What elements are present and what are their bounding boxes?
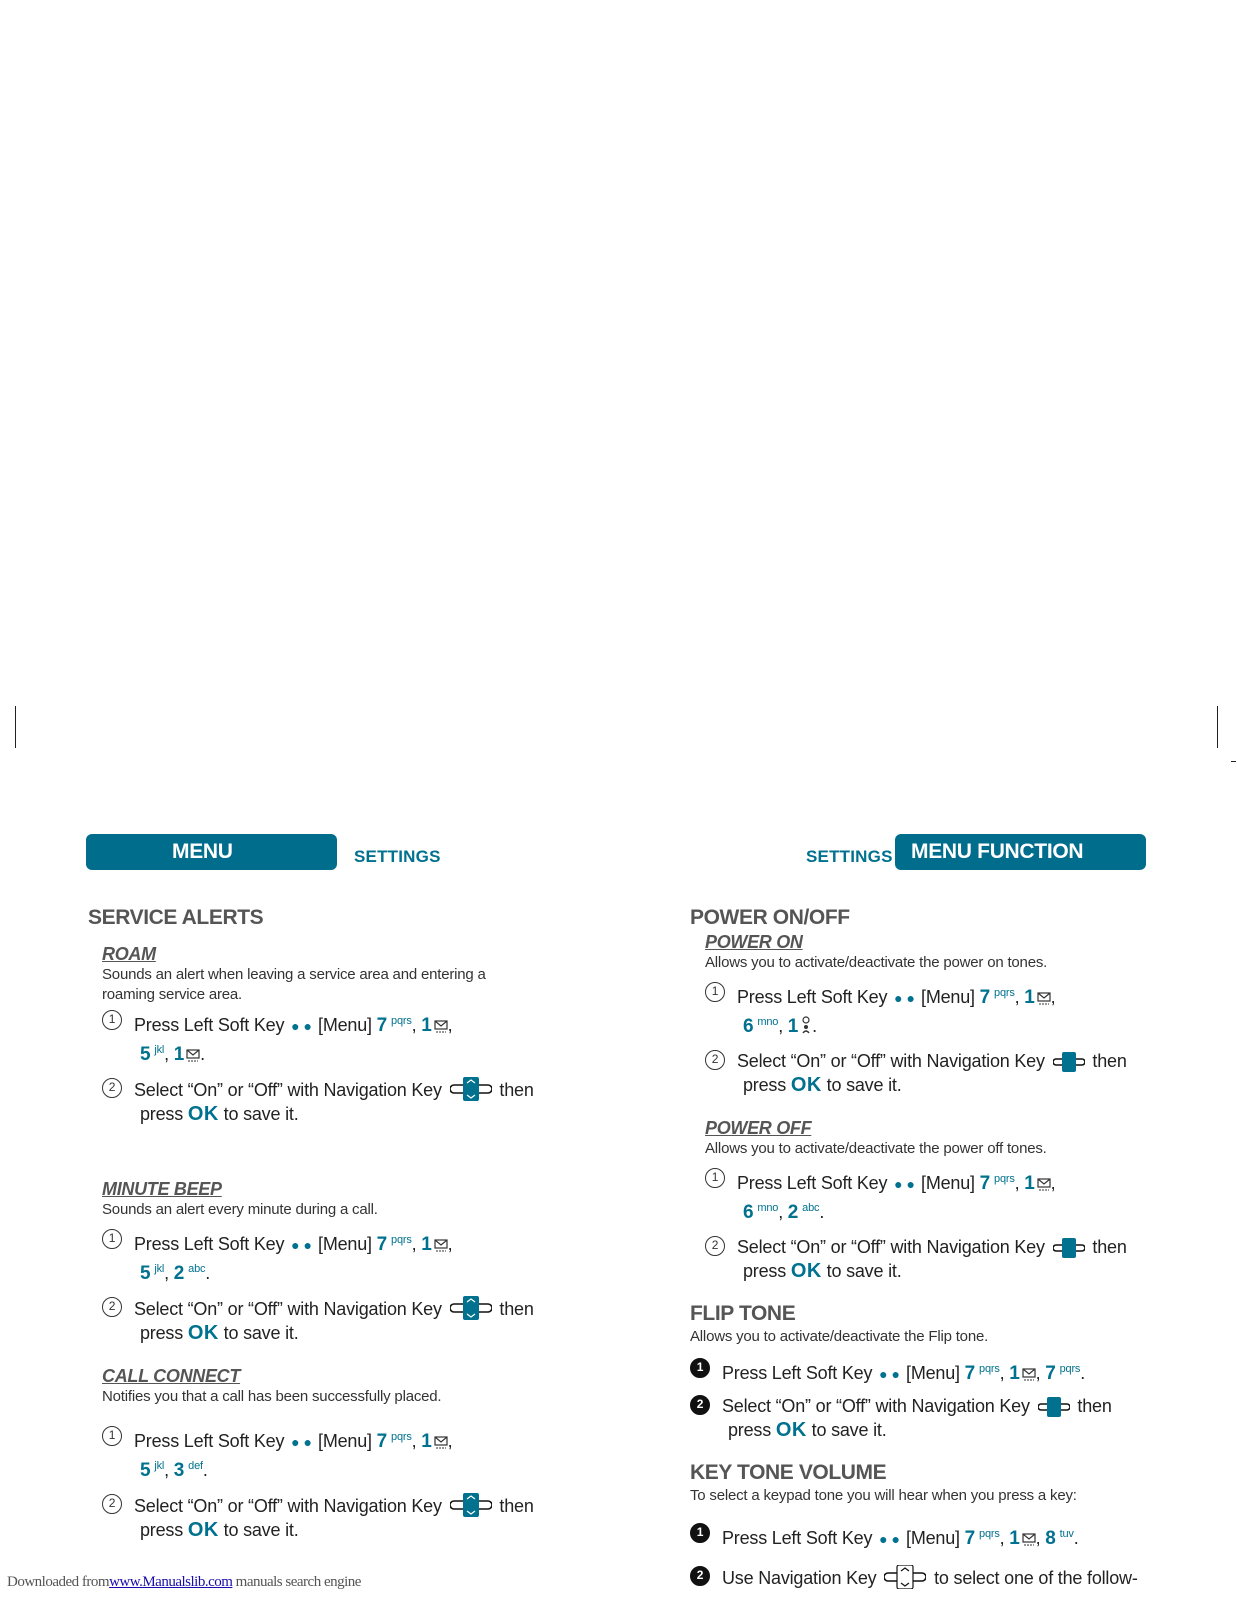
call-connect-title: CALL CONNECT: [102, 1366, 241, 1386]
settings-tab-left: SETTINGS: [354, 847, 441, 866]
crop-mark-left: [15, 706, 16, 748]
envelope-icon: [434, 1435, 448, 1449]
key-1: 1: [788, 1016, 812, 1037]
power-off-step-1: 1 Press Left Soft Key ●● [Menu] 7 $^{pqrs}$, 1 , 6 $^{mno}$, 2 $^{abc}$.: [705, 1167, 1160, 1225]
key-8: 8 $^{tuv}$: [1045, 1528, 1074, 1549]
call-connect-block: [88, 1365, 558, 1542]
navigation-key-icon: [1038, 1397, 1070, 1417]
power-off-title: POWER OFF: [705, 1118, 812, 1138]
step-number-2: 2: [102, 1078, 122, 1098]
soft-key-dots-icon: ●●: [291, 1237, 317, 1253]
step-number-1: 1: [705, 982, 725, 1002]
key-2: 2 $^{abc}$: [173, 1263, 206, 1284]
voicemail-icon: [800, 1016, 812, 1034]
step-number-2: 2: [102, 1494, 122, 1514]
key-5: 5 $^{jkl}$: [140, 1263, 165, 1284]
key-7: 7 $^{pqrs}$: [376, 1431, 412, 1452]
flip-tone-desc: Allows you to activate/deactivate the Flip tone.: [690, 1328, 989, 1345]
crop-mark-dash: [1231, 761, 1236, 762]
envelope-icon: [186, 1048, 200, 1062]
envelope-icon: [1037, 1177, 1051, 1191]
step-number-1: 1: [102, 1010, 122, 1030]
power-on-step-2: 2 Select “On” or “Off” with Navigation Key then press OK to save it.: [705, 1049, 1160, 1097]
key-2: 2 $^{abc}$: [787, 1202, 820, 1223]
key-7: 7 $^{pqrs}$: [1045, 1363, 1081, 1384]
envelope-icon: [1022, 1532, 1036, 1546]
flip-tone-step-2: 2 Select “On” or “Off” with Navigation Key then press OK to save it.: [690, 1394, 1160, 1442]
minute-beep-title: MINUTE BEEP: [102, 1179, 222, 1199]
manualslib-link[interactable]: www.Manualslib.com: [109, 1574, 233, 1590]
key-7: 7 $^{pqrs}$: [964, 1363, 1000, 1384]
power-on-title: POWER ON: [705, 932, 803, 952]
minute-beep-step-1: 1 Press Left Soft Key ●● [Menu] 7 $^{pqrs}$, 1 , 5 $^{jkl}$, 2 $^{abc}$.: [102, 1228, 558, 1286]
step-number-1: 1: [102, 1426, 122, 1446]
minute-beep-desc: Sounds an alert every minute during a call.: [102, 1201, 378, 1218]
envelope-icon: [434, 1238, 448, 1252]
key-3: 3 $^{def}$: [173, 1460, 203, 1481]
menu-function-bar-left: MENU FUNCTION: [86, 834, 337, 870]
key-tone-step-1: 1 Press Left Soft Key ●● [Menu] 7 $^{pqrs}$, 1 , 8 $^{tuv}$.: [690, 1522, 1160, 1551]
call-connect-desc: Notifies you that a call has been successfully placed.: [102, 1388, 442, 1405]
key-tone-step-2: 2 Use Navigation Key to select one of the follow-: [690, 1565, 1160, 1590]
key-1: 1: [1024, 1173, 1050, 1194]
key-1: 1: [1009, 1528, 1035, 1549]
step-number-2: 2: [102, 1297, 122, 1317]
envelope-icon: [434, 1019, 448, 1033]
envelope-icon: [1022, 1367, 1036, 1381]
power-off-block: [690, 1117, 1160, 1283]
key-6: 6 $^{mno}$: [743, 1202, 779, 1223]
left-column: [88, 905, 558, 1542]
key-1: 1: [174, 1044, 200, 1065]
right-column: [690, 905, 1160, 1590]
call-connect-step-2: 2 Select “On” or “Off” with Navigation Key then press OK to save it.: [102, 1493, 558, 1542]
navigation-key-icon: [450, 1296, 492, 1320]
power-on-block: [690, 931, 1160, 1097]
navigation-key-icon: [884, 1565, 926, 1589]
navigation-key-icon: [1053, 1238, 1085, 1258]
download-footer: Downloaded fromwww.Manualslib.com manuals search engine: [7, 1574, 361, 1590]
key-1: 1: [421, 1234, 447, 1255]
power-on-step-1: 1 Press Left Soft Key ●● [Menu] 7 $^{pqrs}$, 1 , 6 $^{mno}$, 1 .: [705, 981, 1160, 1039]
navigation-key-icon: [450, 1077, 492, 1101]
power-off-desc: Allows you to activate/deactivate the power off tones.: [705, 1140, 1047, 1157]
key-1: 1: [1009, 1363, 1035, 1384]
flip-tone-block: [690, 1301, 1160, 1442]
step-number-1: 1: [102, 1229, 122, 1249]
soft-key-dots-icon: ●●: [894, 990, 920, 1006]
key-5: 5 $^{jkl}$: [140, 1460, 165, 1481]
step-number-2: 2: [705, 1236, 725, 1256]
power-off-step-2: 2 Select “On” or “Off” with Navigation Key then press OK to save it.: [705, 1235, 1160, 1283]
step-number-2: 2: [690, 1566, 710, 1586]
key-7: 7 $^{pqrs}$: [979, 987, 1015, 1008]
minute-beep-block: [88, 1178, 558, 1345]
step-number-1: 1: [705, 1168, 725, 1188]
key-tone-volume-title: KEY TONE VOLUME: [690, 1461, 887, 1484]
service-alerts-title: SERVICE ALERTS: [88, 906, 264, 929]
roam-title: ROAM: [102, 944, 156, 964]
key-7: 7 $^{pqrs}$: [979, 1173, 1015, 1194]
key-7: 7 $^{pqrs}$: [964, 1528, 1000, 1549]
step-number-2: 2: [690, 1395, 710, 1415]
soft-key-dots-icon: ●●: [879, 1366, 905, 1382]
roam-step-1: 1 Press Left Soft Key ●● [Menu] 7 $^{pqrs}$, 1 , 5 $^{jkl}$, 1 .: [102, 1009, 558, 1067]
flip-tone-step-1: 1 Press Left Soft Key ●● [Menu] 7 $^{pqrs}$, 1 , 7 $^{pqrs}$.: [690, 1357, 1160, 1386]
navigation-key-icon: [1053, 1052, 1085, 1072]
call-connect-step-1: 1 Press Left Soft Key ●● [Menu] 7 $^{pqrs}$, 1 , 5 $^{jkl}$, 3 $^{def}$.: [102, 1425, 558, 1483]
envelope-icon: [1037, 991, 1051, 1005]
key-1: 1: [1024, 987, 1050, 1008]
roam-desc: Sounds an alert when leaving a service area and entering a roaming service area.: [102, 966, 486, 1003]
roam-step-2: 2 Select “On” or “Off” with Navigation Key then press OK to save it.: [102, 1077, 558, 1126]
flip-tone-title: FLIP TONE: [690, 1302, 796, 1325]
key-tone-volume-desc: To select a keypad tone you will hear when you press a key:: [690, 1487, 1077, 1504]
roam-block: [88, 943, 558, 1126]
navigation-key-icon: [450, 1493, 492, 1517]
power-on-off-title: POWER ON/OFF: [690, 906, 850, 929]
settings-tab-right: SETTINGS: [806, 847, 893, 866]
soft-key-dots-icon: ●●: [879, 1531, 905, 1547]
crop-mark-right: [1217, 706, 1218, 748]
key-1: 1: [421, 1015, 447, 1036]
soft-key-dots-icon: ●●: [894, 1176, 920, 1192]
step-number-2: 2: [705, 1050, 725, 1070]
key-7: 7 $^{pqrs}$: [376, 1015, 412, 1036]
key-7: 7 $^{pqrs}$: [376, 1234, 412, 1255]
power-on-desc: Allows you to activate/deactivate the power on tones.: [705, 954, 1048, 971]
key-6: 6 $^{mno}$: [743, 1016, 779, 1037]
step-number-1: 1: [690, 1358, 710, 1378]
key-5: 5 $^{jkl}$: [140, 1044, 165, 1065]
minute-beep-step-2: 2 Select “On” or “Off” with Navigation Key then press OK to save it.: [102, 1296, 558, 1345]
soft-key-dots-icon: ●●: [291, 1434, 317, 1450]
step-number-1: 1: [690, 1523, 710, 1543]
key-1: 1: [421, 1431, 447, 1452]
menu-function-bar-right: MENU FUNCTION: [895, 834, 1146, 870]
soft-key-dots-icon: ●●: [291, 1018, 317, 1034]
key-tone-volume-block: [690, 1460, 1160, 1590]
